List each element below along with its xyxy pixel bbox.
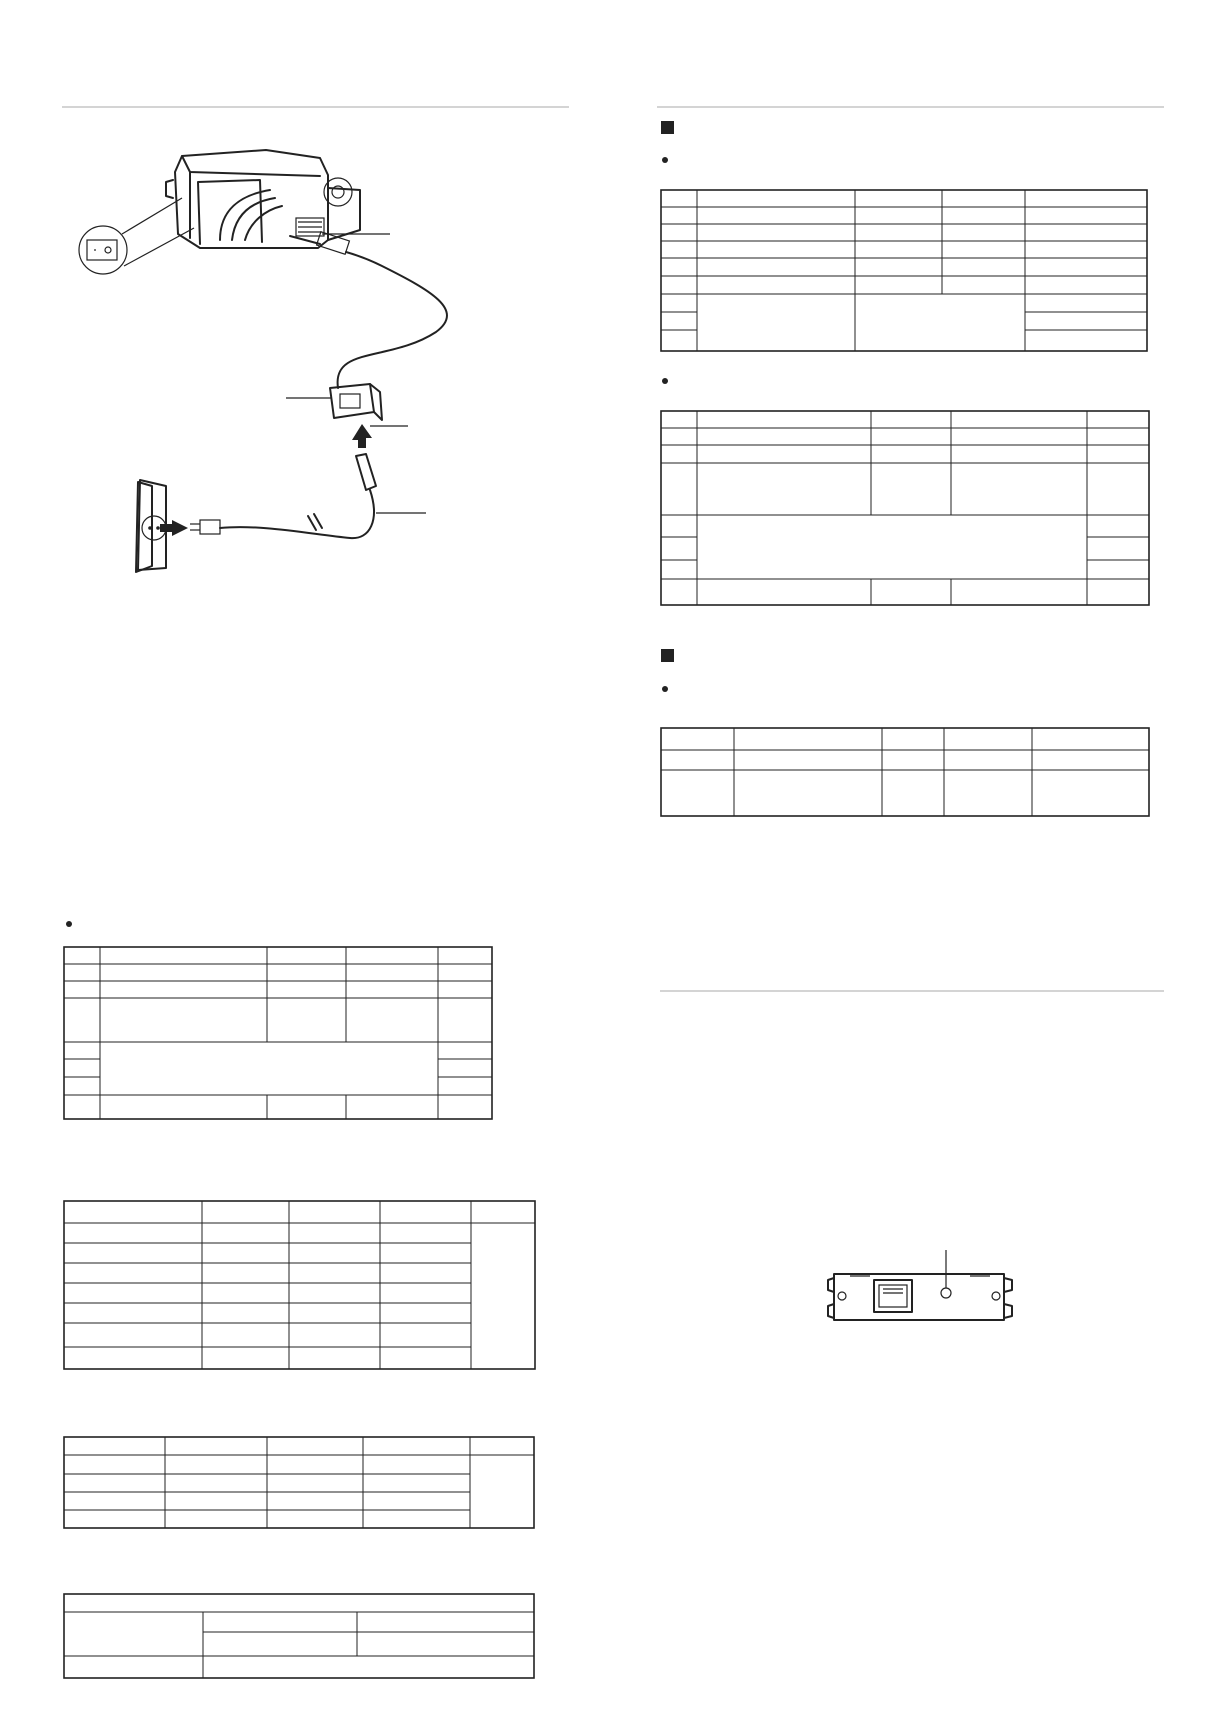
interface-pin-table-3 [64,1437,534,1528]
power-adapter-icon [286,384,382,420]
right-mid-rule [660,990,1164,992]
interface-pin-table-4 [64,1594,534,1678]
power-connection-figure [70,140,470,580]
rj45-port-icon [874,1280,912,1312]
right-header-rule [657,106,1164,108]
ethernet-interface-card-icon [828,1274,1012,1320]
dip-switch-table-1 [661,190,1147,351]
list-bullet [662,686,668,692]
printer-icon [166,150,360,248]
section-square-bullet-2 [661,649,674,662]
section-square-bullet-1 [661,121,674,134]
list-bullet [66,921,72,927]
interface-pin-table-2 [64,1201,535,1369]
list-bullet [662,378,668,384]
setting-table-3 [661,728,1149,816]
left-header-rule [62,106,569,108]
interface-pin-table-1 [64,947,492,1119]
ethernet-figure [820,1246,1020,1346]
list-bullet [662,157,668,163]
dip-switch-table-2 [661,411,1149,605]
ac-power-cord-icon [190,454,426,538]
